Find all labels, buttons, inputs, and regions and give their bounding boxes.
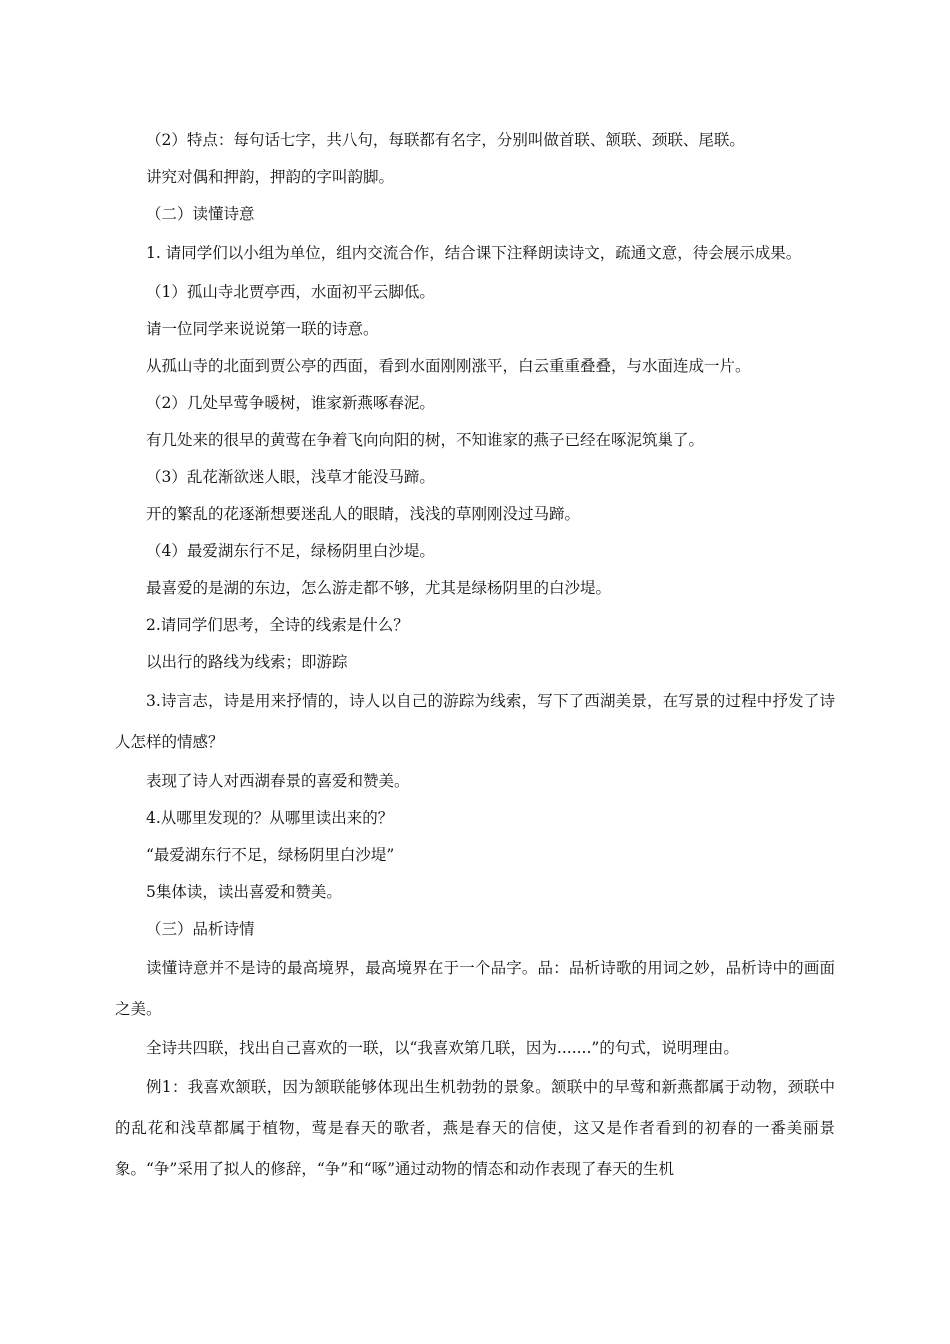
- paragraph: 以出行的路线为线索；即游踪: [146, 653, 348, 671]
- paragraph: 5集体读，读出喜爱和赞美。: [146, 883, 342, 901]
- poem-line: （4）最爱湖东行不足，绿杨阴里白沙堤。: [146, 542, 435, 560]
- poem-line: （1）孤山寺北贾亭西，水面初平云脚低。: [146, 283, 435, 301]
- poem-line: （3）乱花渐欲迷人眼，浅草才能没马蹄。: [146, 468, 435, 486]
- paragraph: 有几处来的很早的黄莺在争着飞向向阳的树，不知谁家的燕子已经在啄泥筑巢了。: [146, 431, 705, 449]
- paragraph: 1. 请同学们以小组为单位，组内交流合作，结合课下注释朗读诗文，疏通文意，待会展示成果。: [146, 244, 802, 262]
- paragraph: 读懂诗意并不是诗的最高境界，最高境界在于一个品字。品：品析诗歌的用词之妙，品析诗中的画面之美。: [115, 959, 835, 1018]
- paragraph: 请一位同学来说说第一联的诗意。: [146, 320, 379, 338]
- paragraph: 从孤山寺的北面到贾公亭的西面，看到水面刚刚涨平，白云重重叠叠，与水面连成一片。: [146, 357, 751, 375]
- poem-line: （2）几处早莺争暖树，谁家新燕啄春泥。: [146, 394, 435, 412]
- paragraph: 例1：我喜欢颔联，因为颔联能够体现出生机勃勃的景象。颔联中的早莺和新燕都属于动物，颈联中的乱花和浅草都属于植物，莺是春天的歌者，燕是春天的信使，这又是作者看到的初春的一番美丽景象。“争”采用了拟人的修辞，“争”和“啄”通过动物的情态和动作表现了春天的生机: [115, 1078, 835, 1178]
- quote: “最爱湖东行不足，绿杨阴里白沙堤”: [146, 846, 395, 864]
- paragraph: 2.请同学们思考，全诗的线索是什么？: [146, 616, 409, 634]
- paragraph: 全诗共四联，找出自己喜欢的一联，以“我喜欢第几联，因为.......”的句式，说明理由。: [146, 1039, 739, 1057]
- paragraph: 讲究对偶和押韵，押韵的字叫韵脚。: [146, 168, 395, 186]
- paragraph: 表现了诗人对西湖春景的喜爱和赞美。: [146, 772, 410, 790]
- paragraph: 最喜爱的是湖的东边，怎么游走都不够，尤其是绿杨阴里的白沙堤。: [146, 579, 612, 597]
- section-heading: （三）品析诗情: [146, 920, 255, 938]
- paragraph: 3.诗言志，诗是用来抒情的，诗人以自己的游踪为线索，写下了西湖美景，在写景的过程中抒发了诗人怎样的情感？: [115, 692, 835, 751]
- paragraph: 4.从哪里发现的？从哪里读出来的？: [146, 809, 394, 827]
- paragraph: （2）特点：每句话七字，共八句，每联都有名字，分别叫做首联、颔联、颈联、尾联。: [146, 131, 745, 149]
- document-body: [115, 122, 835, 1190]
- paragraph: 开的繁乱的花逐渐想要迷乱人的眼睛，浅浅的草刚刚没过马蹄。: [146, 505, 581, 523]
- section-heading: （二）读懂诗意: [146, 205, 255, 223]
